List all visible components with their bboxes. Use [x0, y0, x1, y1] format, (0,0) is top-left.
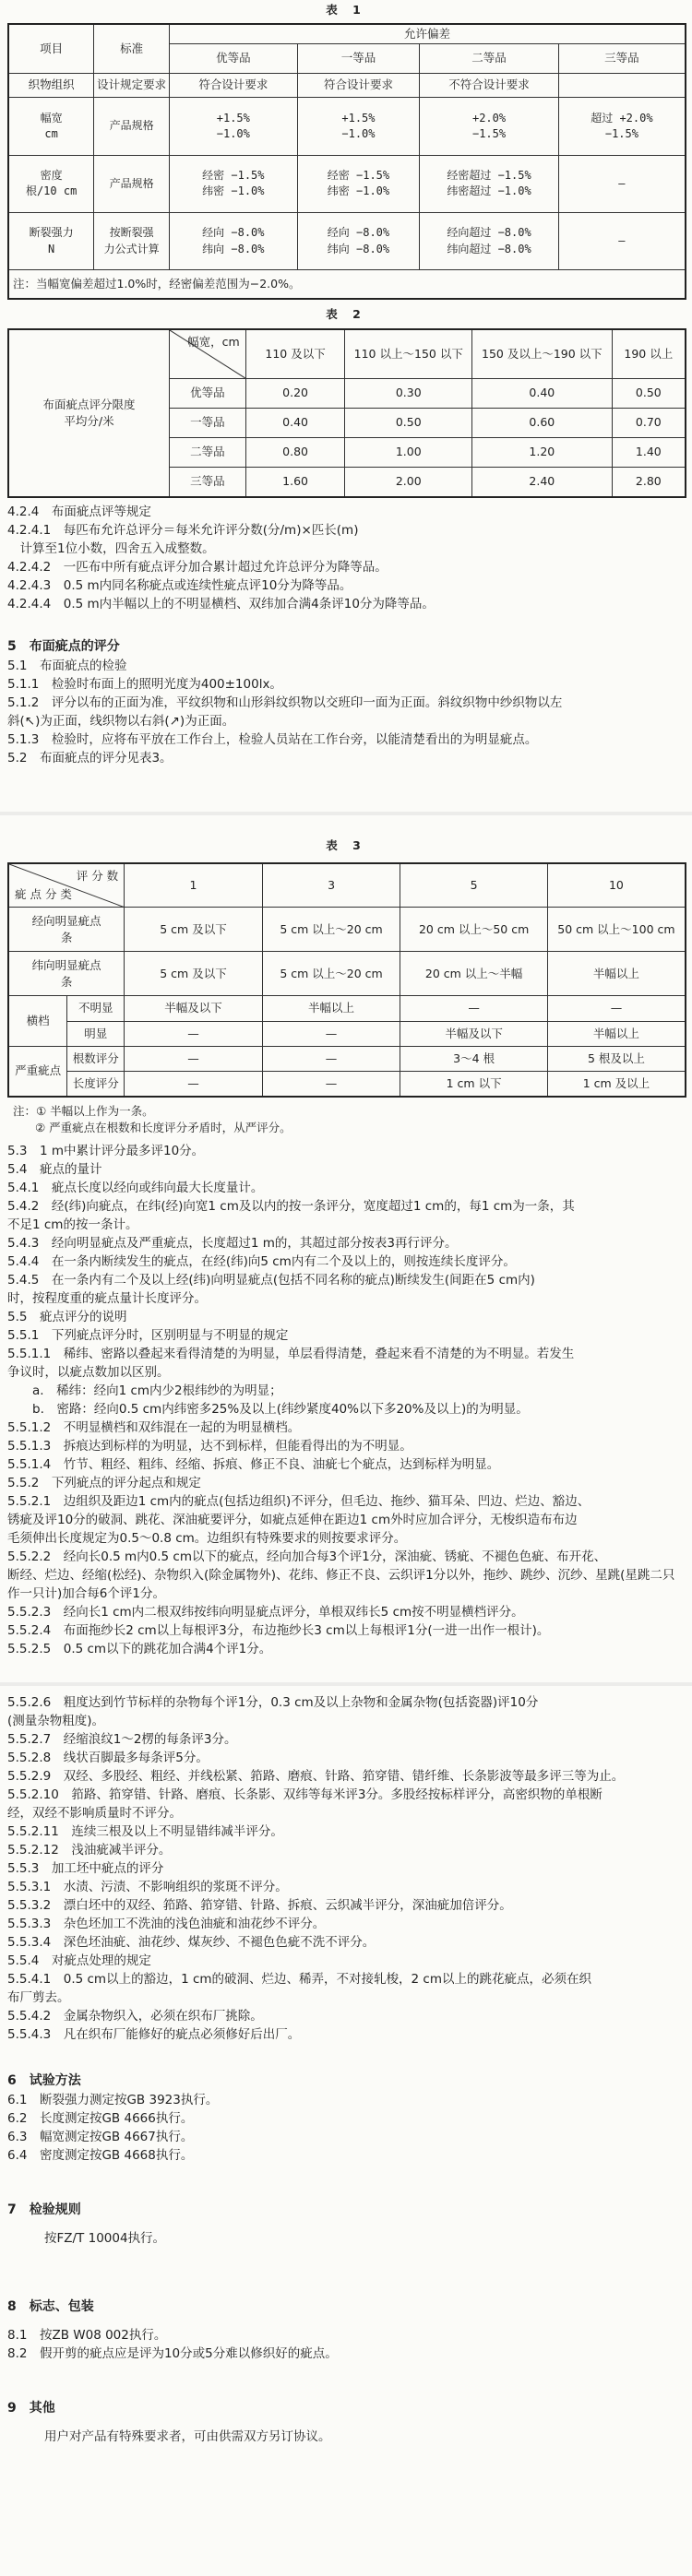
- clause: 5.5.2.5 0.5 cm以下的跳花加合满4个评1分。: [7, 1642, 272, 1656]
- clause: 布厂剪去。: [7, 1990, 70, 2005]
- scan-seam: [0, 1682, 692, 1686]
- t3-cell: —: [262, 1072, 400, 1097]
- clause: 5.5.4.2 金属杂物织入，必须在织布厂挑除。: [7, 2009, 263, 2024]
- t2-value: 2.00: [345, 468, 472, 497]
- clause: 时，按程度重的疵点量计长度评分。: [7, 1291, 207, 1306]
- clause: 5.5.2 下列疵点的评分起点和规定: [7, 1476, 201, 1490]
- t3-cell: —: [547, 996, 686, 1021]
- t1-grade: 优等品: [170, 44, 298, 73]
- t3-cell: 半幅以上: [547, 1021, 686, 1046]
- t1-item: 密度 根/10 cm: [8, 155, 94, 212]
- clause: 4.2.4.3 0.5 m内同名称疵点或连续性疵点评10分为降等品。: [7, 578, 352, 593]
- t2-value: 2.80: [612, 468, 686, 497]
- clause: 作一只计)加合每6个评1分。: [7, 1586, 165, 1601]
- t2-col: 110 以上～150 以下: [345, 329, 472, 379]
- t3-row-label: 纬向明显疵点 条: [8, 952, 125, 996]
- t3-cell: —: [125, 1021, 263, 1046]
- section-7: [7, 2200, 681, 2248]
- t3-col: 10: [547, 863, 686, 908]
- t3-cell: 50 cm 以上～100 cm: [547, 908, 686, 952]
- t3-cell: 半幅以上: [262, 996, 400, 1021]
- t2-value: 1.60: [245, 468, 345, 497]
- t2-value: 0.50: [612, 379, 686, 409]
- section-5: [7, 636, 681, 767]
- clause: 6.2 长度测定按GB 4666执行。: [7, 2111, 194, 2126]
- t3-cell: —: [400, 996, 548, 1021]
- clause: 5.5.2.11 连续三根及以上不明显错纬减半评分。: [7, 1824, 283, 1839]
- clause: 4.2.4.4 0.5 m内半幅以上的不明显横档、双纬加合满4条评10分为降等品。: [7, 597, 435, 611]
- t3-cell: 半幅及以下: [400, 1021, 548, 1046]
- clause: 按FZ/T 10004执行。: [44, 2231, 166, 2246]
- t3-note-1: 注：① 半幅以上作为一条。: [13, 1104, 154, 1118]
- table-3: [7, 862, 686, 1098]
- t1-cell: 经密超过 −1.5% 纬密超过 −1.0%: [420, 155, 559, 212]
- section-title: 5 布面疵点的评分: [7, 639, 120, 654]
- clause: 5.3 1 m中累计评分最多评10分。: [7, 1144, 205, 1158]
- t1-head-std: 标准: [94, 24, 170, 73]
- clause: 5.4.1 疵点长度以经向或纬向最大长度量计。: [7, 1181, 264, 1195]
- clause: 5.2 布面疵点的评分见表3。: [7, 751, 173, 766]
- t3-cell: 20 cm 以上～50 cm: [400, 908, 548, 952]
- t3-col: 3: [262, 863, 400, 908]
- clause: 5.5.1.1 稀纬、密路以叠起来看得清楚的为明显，单层看得清楚，叠起来看不清楚的为不明显。若发生: [7, 1347, 575, 1361]
- t2-value: 1.00: [345, 438, 472, 468]
- clause: 经，双经不影响质量时不评分。: [7, 1806, 182, 1821]
- clause: 5.5.2.12 浅油疵减半评分。: [7, 1843, 172, 1858]
- clause: 5.5.2.6 粗度达到竹节标样的杂物每个评1分，0.3 cm及以上杂物和金属杂物(包括瓷器)评10分: [7, 1695, 539, 1710]
- t1-std: 设计规定要求: [94, 73, 170, 98]
- section-9: [7, 2398, 681, 2446]
- t3-row-label: 经向明显疵点 条: [8, 908, 125, 952]
- clause: 5.5.3 加工坯中疵点的评分: [7, 1861, 164, 1876]
- section-title: 9 其他: [7, 2401, 55, 2416]
- t2-grade: 一等品: [169, 409, 245, 438]
- t3-hengdang: 横档: [8, 996, 67, 1047]
- clause: 5.5.3.3 杂色坯加工不洗油的浅色油疵和油花纱不评分。: [7, 1917, 326, 1931]
- clause: 8.2 假开剪的疵点应是评为10分或5分难以修织好的疵点。: [7, 2346, 338, 2361]
- t1-item: 幅宽 cm: [8, 98, 94, 155]
- clause: 5.5.3.4 深色坯油疵、油花纱、煤灰纱、不褪色色疵不洗不评分。: [7, 1935, 376, 1950]
- t3-col: 5: [400, 863, 548, 908]
- t3-corner-bottom: 疵 点 分 类: [15, 887, 72, 902]
- clause: 5.4.4 在一条内断续发生的疵点，在经(纬)向5 cm内有二个及以上的，则按连续长度评分。: [7, 1254, 516, 1269]
- t3-cell: —: [125, 1046, 263, 1071]
- t1-cell: 经密 −1.5% 纬密 −1.0%: [297, 155, 420, 212]
- section-title: 6 试验方法: [7, 2073, 81, 2088]
- clause: 5.5.1.2 不明显横档和双纬混在一起的为明显横档。: [7, 1420, 301, 1435]
- t3-cell: —: [125, 1072, 263, 1097]
- t2-value: 1.20: [472, 438, 613, 468]
- t2-value: 0.50: [345, 409, 472, 438]
- t2-grade: 二等品: [169, 438, 245, 468]
- clause: 计算至1位小数，四舍五入成整数。: [7, 541, 215, 556]
- t3-sub-label: 长度评分: [67, 1072, 125, 1097]
- t3-corner-top: 评 分 数: [76, 869, 119, 883]
- table-2-caption: 表 2: [326, 307, 366, 321]
- t1-item: 织物组织: [8, 73, 94, 98]
- t3-cell: 5 根及以上: [547, 1046, 686, 1071]
- t1-cell: 经向 −8.0% 纬向 −8.0%: [170, 212, 298, 269]
- clause: 5.4 疵点的量计: [7, 1162, 102, 1177]
- t1-cell: —: [558, 155, 686, 212]
- clause: 5.5.2.2 经向长0.5 m内0.5 cm以下的疵点，经向加合每3个评1分，深油疵、锈疵、不褪色色疵、布开花、: [7, 1549, 607, 1564]
- t2-value: 0.70: [612, 409, 686, 438]
- clause: 5.5.1 下列疵点评分时，区别明显与不明显的规定: [7, 1328, 289, 1343]
- t3-cell: 半幅以上: [547, 952, 686, 996]
- t2-value: 0.40: [245, 409, 345, 438]
- section-5-3-to-5-5-2-5: [7, 1142, 681, 1658]
- t1-note: 注：当幅宽偏差超过1.0%时，经密偏差范围为−2.0%。: [8, 270, 686, 299]
- clause: 5.5.2.1 边组织及距边1 cm内的疵点(包括边组织)不评分，但毛边、拖纱、猫耳朵、凹边、烂边、豁边、: [7, 1494, 591, 1509]
- clause: 5.1.1 检验时布面上的照明光度为400±100lx。: [7, 677, 282, 692]
- t1-head-dev: 允许偏差: [170, 24, 686, 44]
- t2-col: 150 及以上～190 以下: [472, 329, 613, 379]
- t2-width-label: 幅宽，cm: [187, 335, 240, 349]
- section-6: [7, 2071, 681, 2165]
- t2-value: 0.30: [345, 379, 472, 409]
- t1-cell: +1.5% −1.0%: [297, 98, 420, 155]
- t1-cell: 符合设计要求: [170, 73, 298, 98]
- t1-std: 产品规格: [94, 155, 170, 212]
- t3-sub-label: 明显: [67, 1021, 125, 1046]
- t2-value: 0.60: [472, 409, 613, 438]
- clause: 5.1.3 检验时，应将布平放在工作台上，检验人员站在工作台旁，以能清楚看出的为明显疵点。: [7, 732, 538, 747]
- table-1-caption: 表 1: [326, 3, 366, 17]
- t1-cell: 符合设计要求: [297, 73, 420, 98]
- t3-cell: 1 cm 及以上: [547, 1072, 686, 1097]
- clause: (测量杂物粗度)。: [7, 1714, 105, 1728]
- t2-col: 110 及以下: [245, 329, 345, 379]
- t1-grade: 一等品: [297, 44, 420, 73]
- t3-cell: —: [262, 1021, 400, 1046]
- clause: 5.5.2.4 布面拖纱长2 cm以上每根评3分，布边拖纱长3 cm以上每根评1分(一进一出作一根计)。: [7, 1623, 550, 1638]
- t1-cell: 经密 −1.5% 纬密 −1.0%: [170, 155, 298, 212]
- clause: 5.4.3 经向明显疵点及严重疵点，长度超过1 m的，其超过部分按表3再行评分。: [7, 1236, 458, 1251]
- table-3-caption: 表 3: [326, 838, 366, 852]
- clause: 5.5.4 对疵点处理的规定: [7, 1953, 151, 1968]
- t3-yanzhong: 严重疵点: [8, 1046, 67, 1097]
- t2-col: 190 以上: [612, 329, 686, 379]
- t3-cell: 20 cm 以上～半幅: [400, 952, 548, 996]
- t1-cell: [558, 73, 686, 98]
- clause: 5.5.3.1 水渍、污渍、不影响组织的浆斑不评分。: [7, 1880, 288, 1894]
- table-2: [7, 328, 686, 498]
- clause: 4.2.4.1 每匹布允许总评分＝每米允许评分数(分/m)×匹长(m): [7, 523, 359, 538]
- clause: 5.4.5 在一条内有二个及以上经(纬)向明显疵点(包括不同名称的疵点)断续发生(间距在5 cm内): [7, 1273, 535, 1288]
- t2-value: 1.40: [612, 438, 686, 468]
- t1-std: 产品规格: [94, 98, 170, 155]
- t3-col: 1: [125, 863, 263, 908]
- clause: 5.5.2.10 筘路、筘穿错、针路、磨痕、长条影、双纬等每米评3分。多股经按标样评分，高密织物的单根断: [7, 1787, 603, 1802]
- t2-value: 0.40: [472, 379, 613, 409]
- t1-cell: +2.0% −1.5%: [420, 98, 559, 155]
- clause: 5.5.4.3 凡在织布厂能修好的疵点必须修好后出厂。: [7, 2027, 301, 2042]
- clause: 锈疵及评10分的破洞、跳花、深油疵要评分，如疵点延伸在距边1 cm外时应加合评分，无梭织造布布边: [7, 1513, 578, 1527]
- clause: 5.5 疵点评分的说明: [7, 1310, 127, 1324]
- clause: 5.5.2.3 经向长1 cm内二根双纬按纬向明显疵点评分，单根双纬长5 cm按不明显横档评分。: [7, 1605, 524, 1620]
- t3-cell: 5 cm 及以下: [125, 908, 263, 952]
- t2-grade: 三等品: [169, 468, 245, 497]
- t3-cell: —: [262, 1046, 400, 1071]
- clause: a. 稀纬：经向1 cm内少2根纬纱的为明显；: [7, 1383, 282, 1398]
- t3-cell: 1 cm 以下: [400, 1072, 548, 1097]
- clause: 毛须伸出长度规定为0.5～0.8 cm。边组织有特殊要求的则按要求评分。: [7, 1531, 407, 1546]
- clause: 用户对产品有特殊要求者，可由供需双方另订协议。: [44, 2429, 331, 2444]
- clause: 5.5.2.9 双经、多股经、粗经、并线松紧、筘路、磨痕、针路、筘穿错、错纤维、长条影波等最多评三等为止。: [7, 1769, 625, 1784]
- clause: 6.3 幅宽测定按GB 4667执行。: [7, 2130, 194, 2144]
- clause: 8.1 按ZB W08 002执行。: [7, 2328, 167, 2343]
- t3-cell: 3～4 根: [400, 1046, 548, 1071]
- clause: 5.5.1.3 拆痕达到标样的为明显，达不到标样，但能看得出的为不明显。: [7, 1439, 412, 1454]
- t3-cell: 5 cm 以上～20 cm: [262, 908, 400, 952]
- t1-cell: +1.5% −1.0%: [170, 98, 298, 155]
- t1-cell: 不符合设计要求: [420, 73, 559, 98]
- clause: 5.1.2 评分以布的正面为准，平纹织物和山形斜纹织物以交班印一面为正面。斜纹织物中纱织物以左: [7, 695, 563, 710]
- t2-corner: [169, 329, 245, 379]
- t1-cell: 经向 −8.0% 纬向 −8.0%: [297, 212, 420, 269]
- clause: 4.2.4.2 一匹布中所有疵点评分加合累计超过允许总评分为降等品。: [7, 560, 388, 575]
- t1-cell: —: [558, 212, 686, 269]
- section-4-2-4: [7, 503, 681, 613]
- clause: 5.4.2 经(纬)向疵点，在纬(经)向宽1 cm及以内的按一条评分，宽度超过1 cm的，每1 cm为一条，其: [7, 1199, 575, 1214]
- t3-corner: [8, 863, 125, 908]
- t3-sub-label: 不明显: [67, 996, 125, 1021]
- t1-cell: 经向超过 −8.0% 纬向超过 −8.0%: [420, 212, 559, 269]
- section-5-5-2-6-to-5-5-4-3: [7, 1693, 681, 2044]
- t2-grade: 优等品: [169, 379, 245, 409]
- t1-head-item: 项目: [8, 24, 94, 73]
- clause: 6.4 密度测定按GB 4668执行。: [7, 2148, 194, 2163]
- section-8: [7, 2297, 681, 2363]
- t2-value: 2.40: [472, 468, 613, 497]
- t3-cell: 半幅及以下: [125, 996, 263, 1021]
- t3-cell: 5 cm 以上～20 cm: [262, 952, 400, 996]
- clause: 5.5.4.1 0.5 cm以上的豁边，1 cm的破洞、烂边、稀弄，不对接轧梭，2 cm以上的跳花疵点，必须在织: [7, 1972, 591, 1987]
- clause: 斜(↖)为正面，线织物以右斜(↗)为正面。: [7, 714, 235, 729]
- section-title: 7 检验规则: [7, 2202, 81, 2217]
- t3-note-2: ② 严重疵点在根数和长度评分矛盾时，从严评分。: [35, 1121, 292, 1134]
- clause: 5.1 布面疵点的检验: [7, 659, 127, 673]
- clause: 5.5.3.2 漂白坯中的双经、筘路、筘穿错、针路、拆痕、云织减半评分，深油疵加倍评分。: [7, 1898, 512, 1913]
- t1-item: 断裂强力 N: [8, 212, 94, 269]
- scan-seam: [0, 812, 692, 815]
- clause: 5.5.2.8 线状百脚最多每条评5分。: [7, 1751, 209, 1765]
- clause: 5.5.1.4 竹节、粗经、粗纬、经缩、拆痕、修正不良、油疵七个疵点，达到标样为明显。: [7, 1457, 500, 1472]
- t1-cell: 超过 +2.0% −1.5%: [558, 98, 686, 155]
- section-title: 8 标志、包装: [7, 2299, 94, 2314]
- t1-grade: 二等品: [420, 44, 559, 73]
- table-1: [7, 23, 686, 300]
- clause: 4.2.4 布面疵点评等规定: [7, 505, 151, 519]
- t1-std: 按断裂强 力公式计算: [94, 212, 170, 269]
- clause: 争议时，以疵点数加以区别。: [7, 1365, 170, 1380]
- clause: 不足1 cm的按一条计。: [7, 1217, 138, 1232]
- t3-sub-label: 根数评分: [67, 1046, 125, 1071]
- clause: 5.5.2.7 经缩浪纹1～2楞的每条评3分。: [7, 1732, 237, 1747]
- clause: 断经、烂边、经缩(松经)、杂物织入(除金属物外)、花纬、修正不良、云织评1分以外，拖纱、跳纱、沉纱、星跳(星跳二只: [7, 1568, 675, 1583]
- t3-cell: 5 cm 及以下: [125, 952, 263, 996]
- t2-value: 0.20: [245, 379, 345, 409]
- t2-value: 0.80: [245, 438, 345, 468]
- clause: b. 密路：经向0.5 cm内纬密多25%及以上(纬纱紧度40%以下多20%及以上)的为明显。: [7, 1402, 529, 1417]
- t2-left-label: 布面疵点评分限度 平均分/米: [8, 329, 169, 497]
- t1-grade: 三等品: [558, 44, 686, 73]
- clause: 6.1 断裂强力测定按GB 3923执行。: [7, 2093, 219, 2107]
